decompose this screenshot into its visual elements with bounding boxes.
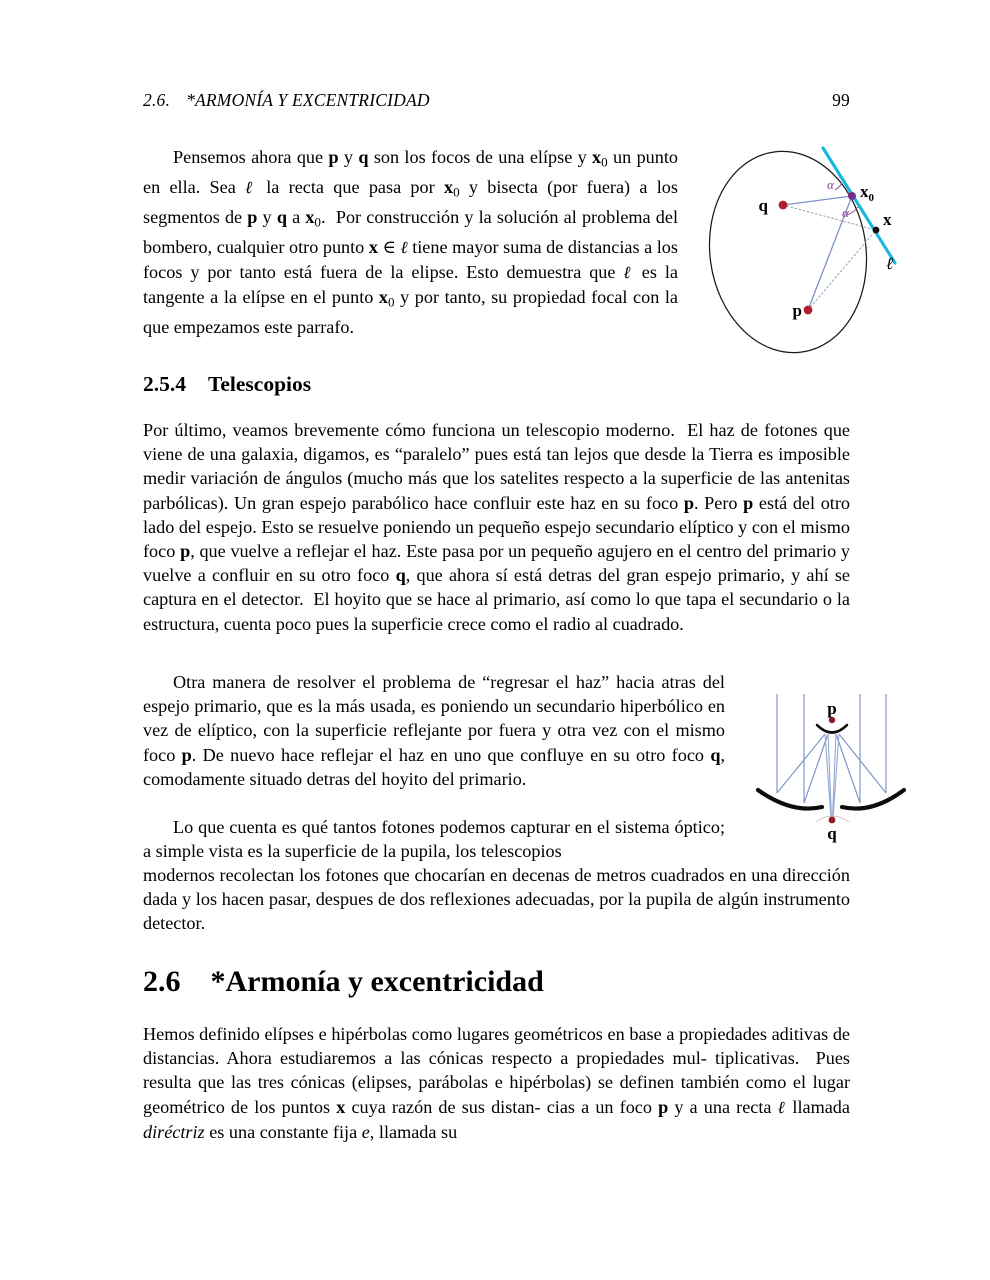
running-header-section: 2.6. — [143, 90, 171, 110]
label-alpha-lower: α — [842, 205, 849, 220]
heading-subsection-telescopios — [143, 372, 311, 397]
paragraph-otra-manera: Otra manera de resolver el problema de “regresar el haz” hacia atras del espejo primario, que es la más usada, es poniendo un secundario hiperbólico en vez de elíptico, con la superficie reflejante por fuera y otra vez con el mismo foco p. De nuevo hace reflejar el haz en uno que confluye en su otro foco q, comodamente situado detras del hoyito del primario. — [143, 672, 725, 789]
telescope-figure-svg — [752, 690, 912, 850]
paragraph-lo-que-cuenta-wide: modernos recolectan los fotones que chocarían en decenas de metros cuadrados en una dirección dada y los hacen pasar, despues de dos reflexiones adecuadas, por la pupila de algún instrumento detector. — [143, 865, 850, 934]
ellipse-figure-svg — [690, 135, 905, 365]
paragraph-lo-que-cuenta-narrow: Lo que cuenta es qué tantos fotones podemos capturar en el sistema óptico; a simple vista es la superficie de la pupila, los telescopios — [143, 817, 725, 862]
heading-subsection-title: Telescopios — [208, 372, 312, 396]
label-q: q — [827, 824, 837, 843]
heading-section-number: 2.6 — [143, 965, 181, 998]
label-x: x — [883, 210, 892, 229]
label-q: q — [758, 196, 768, 215]
paragraph-hemos-definido: Hemos definido elípses e hipérbolas como lugares geométricos en base a propiedades aditivas de distancias. Ahora estudiaremos a las cónicas respecto a propiedades mul- tiplicativas. Pues resulta que las tres cónicas (elipses, parábolas e hipérbolas) se definen también como el lugar geométrico de los puntos x cuya razón de sus distan- cias a un foco p y a una recta ℓ llamada diréctriz es una constante fija e, llamada su — [143, 1024, 850, 1142]
focus-point-q — [829, 817, 836, 824]
angle-arc-upper — [835, 183, 842, 190]
label-alpha-upper: α — [827, 177, 834, 192]
primary-mirror-right — [842, 790, 904, 809]
figure-ellipse-tangent — [690, 135, 905, 365]
label-line-l: ℓ — [886, 254, 894, 273]
figure-telescope — [752, 690, 912, 850]
ellipse-outline — [697, 141, 880, 363]
page-number: 99 — [832, 90, 850, 110]
focus-point-q — [779, 201, 788, 210]
reflected-rays-to-secondary — [777, 734, 886, 803]
heading-subsection-number: 2.5.4 — [143, 372, 186, 396]
label-p: p — [792, 301, 802, 320]
primary-mirror-left — [758, 790, 822, 809]
heading-section-title: *Armonía y excentricidad — [210, 965, 544, 998]
label-x0: $x_0$ — [860, 182, 874, 204]
point-x — [873, 227, 880, 234]
secondary-mirror — [817, 725, 847, 733]
running-header — [143, 90, 850, 111]
converging-beam-to-q — [825, 734, 839, 818]
tangent-line — [823, 148, 895, 263]
paragraph-ellipse: Pensemos ahora que p y q son los focos de una elípse y $x_0$ un punto en ella. Sea ℓ la recta que pasa por $x_0$ y bisecta (por fuera) a los segmentos de p y q a $x_0$. Por construcción y la solución al problema del bombero, cualquier otro punto x ∈ ℓ tiene mayor suma de distancias a los focos y por tanto está fuera de la elipse. Esto demuestra que ℓ es la tangente a la elípse en el punto $x_0$ y por tanto, su propiedad focal con la que empezamos este parrafo. — [143, 147, 679, 337]
ray-q-to-x0 — [783, 196, 852, 205]
focus-point-p — [804, 306, 813, 315]
running-header-text: *ARMONÍA Y EXCENTRICIDAD — [186, 90, 430, 110]
label-p: p — [827, 699, 837, 718]
running-header-title — [143, 90, 430, 111]
point-x0 — [848, 192, 856, 200]
reflected-ray-3 — [836, 734, 860, 803]
heading-section-armonia — [143, 965, 544, 999]
paragraph-telescopio: Por último, veamos brevemente cómo funciona un telescopio moderno. El haz de fotones que viene de una galaxia, digamos, es “paralelo” pues está tan lejos que desde la Tierra es imposible medir variación de ángulos (mucho más que los satelites respecto a la superficie de las antenitas parbólicas). Un gran espejo parabólico hace confluir este haz en su foco p. Pero p está del otro lado del espejo. Esto se resuelve poniendo un pequeño espejo secundario elíptico y con el mismo foco p, que vuelve a reflejar el haz. Este pasa por un pequeño agujero en el centro del primario y vuelve a confluir en su otro foco q, que ahora sí está detras del gran espejo primario, y ahí se captura en el detector. El hoyito que se hace al primario, así como lo que tapa el secundario o la estructura, cuenta poco pues la superficie crece como el radio al cuadrado. — [143, 420, 851, 634]
